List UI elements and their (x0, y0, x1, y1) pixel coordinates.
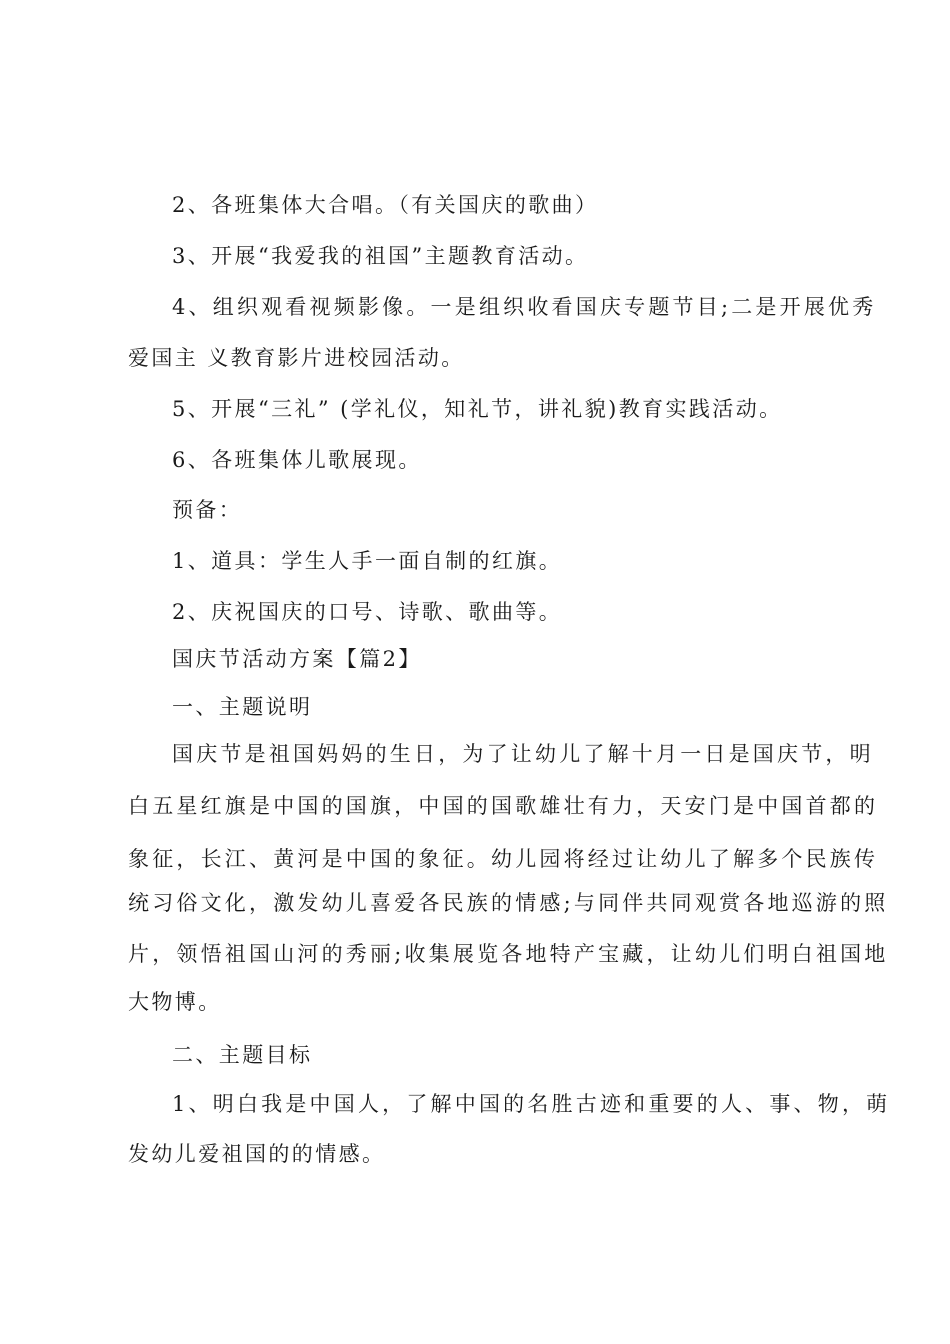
text-line: 象征，长江、黄河是中国的象征。幼儿园将经过让幼儿了解多个民族传 (128, 847, 879, 871)
text-line: 3、开展“我爱我的祖国”主题教育活动。 (172, 244, 589, 268)
text-line: 统习俗文化，激发幼儿喜爱各民族的情感;与同伴共同观赏各地巡游的照 (128, 891, 889, 915)
text-line: 发幼儿爱祖国的的情感。 (128, 1142, 386, 1166)
text-line: 国庆节是祖国妈妈的生日，为了让幼儿了解十月一日是国庆节，明 (172, 742, 874, 766)
text-line: 白五星红旗是中国的国旗，中国的国歌雄壮有力，天安门是中国首都的 (128, 794, 879, 818)
text-line: 1、明白我是中国人，了解中国的名胜古迹和重要的人、事、物，萌 (172, 1092, 891, 1116)
text-line: 片，领悟祖国山河的秀丽;收集展览各地特产宝藏，让幼儿们明白祖国地 (128, 942, 889, 966)
section-heading: 国庆节活动方案【篇2】 (172, 647, 422, 671)
text-line: 大物博。 (128, 990, 222, 1014)
text-line: 2、庆祝国庆的口号、诗歌、歌曲等。 (172, 600, 563, 624)
text-line: 4、组织观看视频影像。一是组织收看国庆专题节目;二是开展优秀 (172, 295, 877, 319)
text-line: 预备： (172, 498, 243, 522)
text-line: 二、主题目标 (172, 1043, 313, 1067)
text-line: 爱国主 义教育影片进校园活动。 (128, 346, 465, 370)
text-line: 5、开展“三礼” (学礼仪，知礼节，讲礼貌)教育实践活动。 (172, 397, 783, 421)
text-line: 2、各班集体大合唱。（有关国庆的歌曲） (172, 193, 599, 217)
text-line: 一、主题说明 (172, 695, 313, 719)
text-line: 1、道具：学生人手一面自制的红旗。 (172, 549, 563, 573)
text-line: 6、各班集体儿歌展现。 (172, 448, 422, 472)
